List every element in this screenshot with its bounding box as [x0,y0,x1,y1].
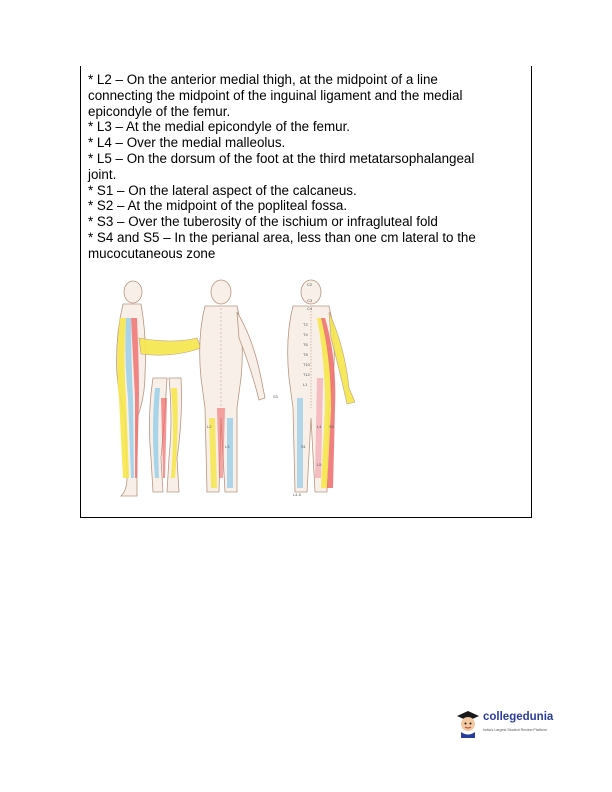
text-line: * S1 – On the lateral aspect of the calcaneus. [88,182,357,198]
figure-label: C2 [307,282,313,287]
text-line: mucocutaneous zone [88,245,216,261]
figure-label: S2 [329,424,334,429]
text-line: * S4 and S5 – In the perianal area, less than one cm lateral to the [88,229,476,245]
front-view-figure [200,280,265,492]
figure-label: C4 [307,306,313,311]
figure-label: L1 [303,382,308,387]
figure-label: S1 [301,444,306,449]
figure-label: T2 [303,322,308,327]
figure-label: L2 [207,424,212,429]
text-line: * S3 – Over the tuberosity of the ischium or infragluteal fold [88,214,438,230]
text-line: * L5 – On the dorsum of the foot at the third metatarsophalangeal [88,150,475,166]
figure-label: T10 [303,362,310,367]
text-line: * S2 – At the midpoint of the popliteal fossa. [88,198,348,214]
collegedunia-logo [455,708,565,742]
figure-label: T4 [303,332,308,337]
side-view-figure [117,281,201,496]
figure-label: C3 [307,298,313,303]
dermatome-text [88,72,528,262]
dermatome-figure [93,278,379,508]
figure-label: T6 [303,342,308,347]
graduate-mascot-icon [455,708,481,738]
figure-label: S3 [273,394,278,399]
text-line: * L2 – On the anterior medial thigh, at the midpoint of a line [88,72,438,87]
content-box [80,66,532,518]
figure-label: T12 [303,372,310,377]
logo-name: collegedunia [483,711,554,723]
text-line: * L4 – Over the medial malleolus. [88,135,286,151]
logo-tagline: India's Largest Student Review Platform [483,728,547,732]
figure-label: L4-5 [293,492,302,497]
text-line: epicondyle of the femur. [88,103,231,119]
back-view-figure [288,280,355,492]
text-line: * L3 – At the medial epicondyle of the femur. [88,119,351,135]
text-line: connecting the midpoint of the inguinal ligament and the medial [88,87,463,103]
figure-label: L3 [225,444,230,449]
figure-label: T8 [303,352,308,357]
text-line: joint. [88,166,117,182]
figure-label: L5 [317,462,322,467]
figure-label: L4 [317,424,322,429]
